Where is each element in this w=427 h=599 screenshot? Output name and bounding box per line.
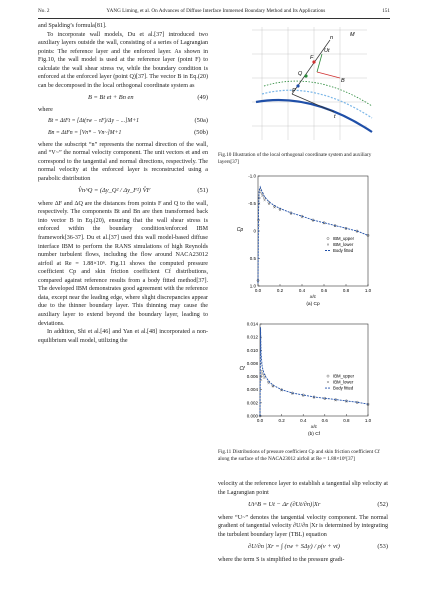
- label-p: P: [292, 88, 296, 94]
- legend-label: Body fitted: [333, 247, 354, 253]
- y-tick-label: 0.008: [246, 360, 258, 366]
- para-slip-velocity: velocity at the reference layer to establish a tangential slip velocity at the Lagrangian point: [218, 481, 388, 496]
- header-rule: [38, 18, 390, 19]
- legend-marker: [327, 237, 329, 239]
- left-column: [38, 22, 208, 345]
- legend-marker: [327, 381, 329, 383]
- equation-51-number: (51): [197, 187, 208, 195]
- x-tick-label: 0.6: [320, 288, 328, 293]
- chart-subcaption: (b) Cf: [308, 432, 320, 437]
- equation-50b: [38, 129, 208, 138]
- reference-layer: [262, 90, 372, 118]
- para-shi-yan: In addition, Shi et al.[46] and Yan et al.[48] incorporated a non-equilibrium wall model, utilizing the: [38, 329, 208, 344]
- equation-51: [38, 187, 208, 196]
- para-pressure-gradient: where the term S is simplified to the pressure gradi-: [218, 556, 345, 563]
- figure-10-caption: Fig.10 Illustration of the local orthogonal coordinate system and auxiliary layers[37]: [218, 152, 372, 166]
- y-tick-label: 0.010: [246, 347, 258, 353]
- point-p: [296, 84, 299, 87]
- equation-52-number: (52): [377, 501, 388, 509]
- series-point-1: [263, 377, 265, 379]
- equation-49-number: (49): [197, 94, 208, 102]
- x-tick-label: 0.0: [256, 418, 264, 423]
- equation-50a-body: Bt = ΔtFt = [Δt(τw − τF)/Δy − ...]M+1: [48, 118, 140, 125]
- plot-frame: [258, 176, 368, 286]
- x-tick-label: 0.8: [343, 418, 350, 423]
- chart-cf: [222, 318, 387, 446]
- y-axis-label: Cp: [236, 227, 244, 233]
- series-point-1: [279, 209, 281, 211]
- equation-53-number: (53): [377, 543, 388, 551]
- label-q: Q: [298, 71, 303, 77]
- vector-ut: [317, 54, 322, 72]
- y-tick-label: 0.012: [246, 334, 258, 340]
- series-point-1: [274, 206, 276, 208]
- equation-50b-body: Bn = ΔtFn = [Vn* − Vn~]M+1: [48, 130, 122, 137]
- vector-b: [317, 72, 340, 78]
- y-tick-label: 0.000: [246, 413, 258, 419]
- equation-50a: [38, 117, 208, 126]
- y-tick-label: 0.5: [249, 256, 256, 261]
- legend-label: IBM_upper: [333, 235, 355, 241]
- y-tick-label: 0.002: [246, 400, 258, 406]
- equation-53-body: ∂U/∂n |Xr = ∫ (τw + SΔy) / ρ(ν + νt): [248, 543, 340, 551]
- x-tick-label: 0.8: [342, 288, 350, 293]
- y-tick-label: 1.0: [249, 283, 256, 289]
- x-tick-label: 0.0: [254, 288, 262, 293]
- cp-chart-svg: [222, 170, 387, 318]
- para-normal-direction: where the subscript “n” represents the normal direction of the wall, and “V~” the normal velocity component. The unit vectors et and en correspond to the tangential and normal directions, respectively. The normal velocity at the enforced layer is reconstructed using a parabolic distribution: [38, 141, 208, 182]
- para-results: where ΔF and ΔQ are the distances from points F and Q to the wall, respectively. The components Bt and Bn are then transformed back into vector B in Eq.(20), ensuring that the wall shear stress is enforced within the boundary condition/enforced IBM framework[36-37]. Du et al.[37] used this wall model-based diffuse interface IBM to perform the RANS simulations of high Reynolds number turbulent flows, including the flow around NACA23012 airfoil at Re = 1.88×10⁶. Fig.11 shows the computed pressure coefficient Cp and skin friction coefficient Cf distributions, compared against reference results from a body fitted method[37]. The developed IBM demonstrates good agreement with the reference data, except near the leading edge, where slight discrepancies appear due to the thinner boundary layer. This thinning may cause the auxiliary layer to extend beyond the boundary layer, leading to deviations.: [38, 200, 208, 327]
- point-q: [304, 74, 307, 77]
- equation-50b-number: (50b): [194, 129, 208, 137]
- para-du-wall-model: To incorporate wall models, Du et al.[37] introduced two auxiliary layers outside the wall, consisting of a series of Lagrangian points: The reference layer and the enforced layer. As shown in Fig.10, the wall model is used at the reference layer (point F) to calculate the wall shear stress τw, while the boundary condition is enforced at the enforced layer (point Q)[37]. The vector B in Eq.(20) can be decomposed in the local orthogonal coordinate system as: [38, 31, 208, 89]
- y-axis-label: Cf: [239, 366, 245, 372]
- y-tick-label: 0: [253, 228, 256, 234]
- legend-label: Body fitted: [333, 385, 354, 391]
- equation-53: [218, 543, 388, 552]
- running-header: [38, 8, 390, 14]
- y-tick-label: 0.014: [246, 321, 258, 327]
- x-tick-label: 1.0: [364, 418, 372, 423]
- cf-chart-svg: [222, 318, 387, 446]
- figure-10: [222, 22, 382, 144]
- series-point-1: [264, 199, 266, 201]
- plot-frame: [260, 324, 368, 416]
- equation-51-body: V̂n^Q = (Δy_Q² / Δy_F²) V̂F: [78, 187, 151, 195]
- chart-cp: [222, 170, 387, 318]
- x-tick-label: 1.0: [364, 288, 372, 293]
- legend-label: IBM_upper: [333, 373, 355, 379]
- x-tick-label: 0.4: [298, 288, 306, 293]
- legend-marker: [327, 244, 329, 246]
- where-label: where: [38, 106, 53, 113]
- figure-11-caption: Fig.11 Distributions of pressure coefficient Cp and skin friction coefficient Cf along the surface of the NACA23012 airfoil at Re = 1.88×10⁶[37]: [218, 449, 380, 463]
- legend-marker: [327, 375, 329, 377]
- x-axis-label: x/c: [309, 295, 317, 300]
- y-tick-label: -0.5: [248, 201, 256, 206]
- running-title: YANG Liming, et al. On Advances of Diffuse Interface Immersed Boundary Method and Its Applications: [106, 8, 326, 14]
- series-point-1: [261, 195, 263, 197]
- label-b: B: [341, 78, 345, 84]
- equation-52: [218, 501, 388, 510]
- y-tick-label: 0.004: [246, 387, 258, 393]
- para-continued: and Spalding’s formula[81].: [38, 23, 107, 29]
- x-tick-label: 0.2: [278, 418, 285, 423]
- label-ut: Ut: [324, 48, 330, 54]
- x-tick-label: 0.4: [300, 418, 307, 423]
- x-tick-label: 0.6: [321, 418, 328, 423]
- chart-subcaption: (a) Cp: [306, 302, 320, 307]
- x-tick-label: 0.2: [276, 288, 284, 293]
- equation-49: [38, 94, 208, 103]
- series-point-1: [268, 382, 270, 384]
- page-number: 151: [382, 8, 390, 14]
- y-tick-label: -1.0: [248, 173, 256, 179]
- equation-50a-number: (50a): [194, 117, 208, 125]
- legend-label: IBM_lower: [333, 379, 354, 385]
- equation-49-body: B = Bt et + Bn en: [88, 94, 134, 102]
- x-axis-label: x/c: [310, 425, 318, 430]
- right-column: [218, 480, 388, 564]
- series-line-2: [260, 327, 368, 416]
- issue-number: No. 2: [38, 8, 50, 14]
- para-tangential: where “U~” denotes the tangential velocity component. The normal gradient of tangential velocity ∂U/∂n |Xr is determined by integrating the turbulent boundary layer (TBL) equation: [218, 514, 388, 538]
- legend-label: IBM_lower: [333, 241, 354, 247]
- label-f: F: [310, 55, 314, 61]
- label-t: t: [334, 114, 336, 120]
- equation-52-body: Ut^B = Ut − Δr (∂Ut/∂n)|Xr: [248, 501, 321, 509]
- label-n: n: [330, 35, 334, 41]
- label-m: M: [350, 32, 355, 38]
- series-point-1: [261, 373, 263, 375]
- coordinate-system-diagram: [222, 22, 382, 144]
- y-tick-label: 0.006: [246, 374, 258, 380]
